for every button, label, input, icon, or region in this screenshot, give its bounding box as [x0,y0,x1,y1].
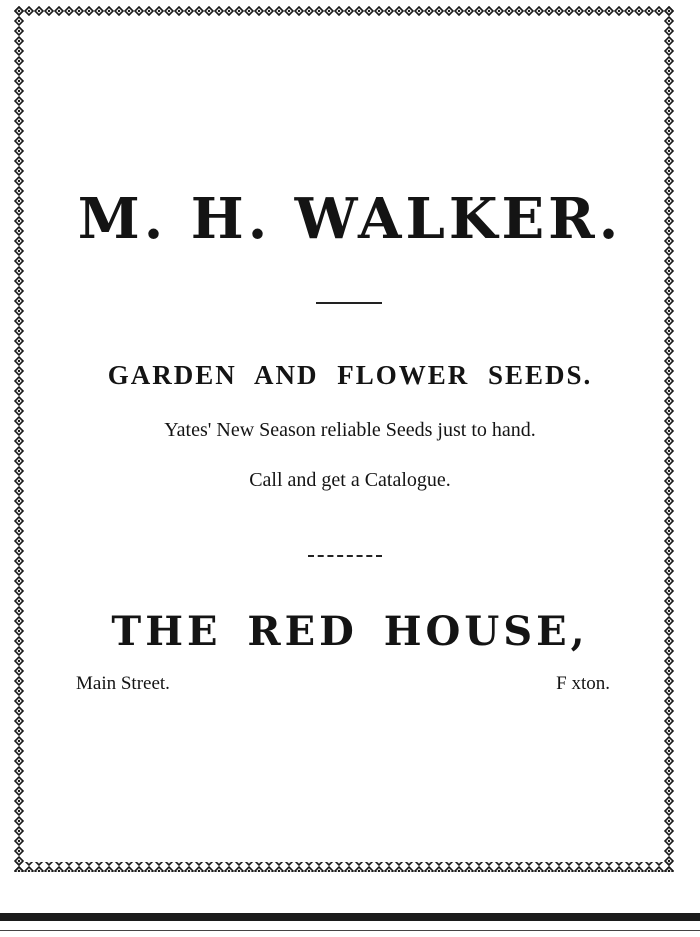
catalogue-notice: Call and get a Catalogue. [249,469,451,491]
seeds-notice: Yates' New Season reliable Seeds just to hand. [164,419,536,441]
street-address: Main Street. [76,673,170,694]
section-heading: GARDEN AND FLOWER SEEDS. [107,360,593,390]
shop-name: THE RED HOUSE, [111,608,589,655]
divider-rule-dashed [308,555,382,557]
town-name: F xton. [556,673,610,694]
business-name: M. H. WALKER. [77,186,623,252]
divider-rule [316,302,382,304]
bottom-column-rule [0,913,700,921]
bottom-hairline [0,930,700,931]
